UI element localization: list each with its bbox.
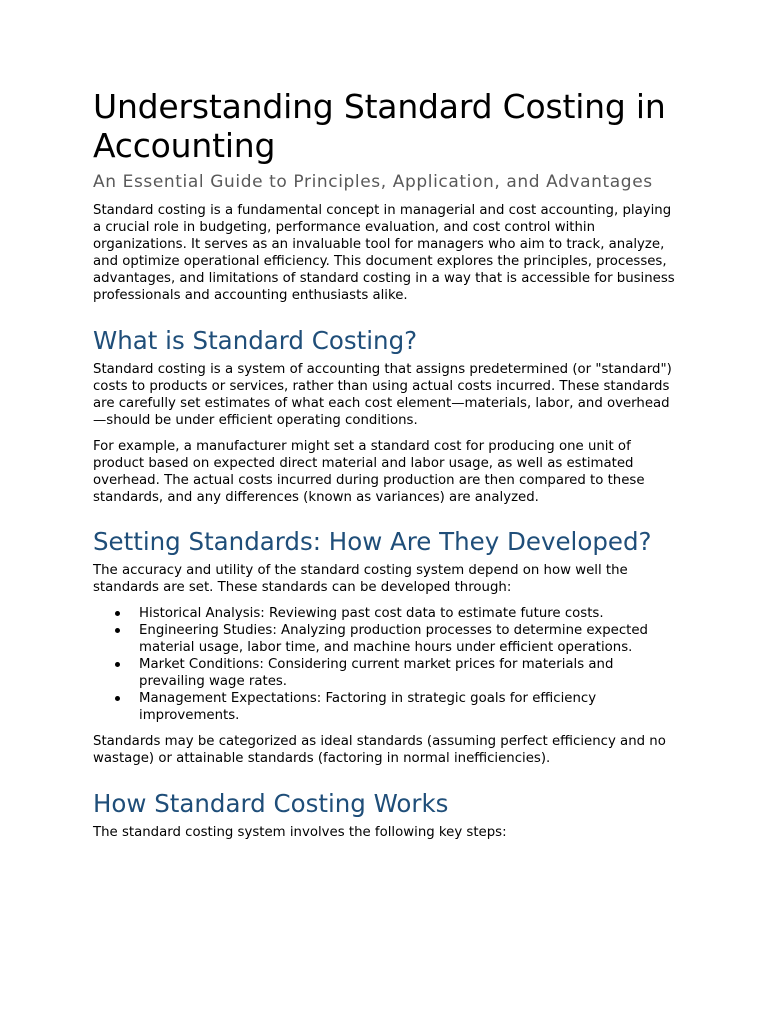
list-item-text: Historical Analysis: Reviewing past cost data to estimate future costs.: [139, 606, 604, 621]
document-title: Understanding Standard Costing in Accounting: [93, 87, 666, 165]
list-item: [139, 690, 675, 724]
bullet-icon: [115, 662, 120, 667]
section-heading-how-standard-costing-works: How Standard Costing Works: [93, 789, 449, 818]
list-item: [139, 605, 675, 622]
setting-paragraph-1: The accuracy and utility of the standard costing system depend on how well the standards are set. These standards can be developed through:: [93, 563, 628, 595]
section-heading-what-is-standard-costing: What is Standard Costing?: [93, 326, 418, 355]
bullet-icon: [115, 696, 120, 701]
list-item: [139, 656, 675, 690]
intro-paragraph: Standard costing is a fundamental concept in managerial and cost accounting, playing a crucial role in budgeting, performance evaluation, and cost control within organizations. It serves as an invaluable tool for managers who aim to track, analyze, and optimize operational efficiency. This document explores the principles, processes, advantages, and limitations of standard costing in a way that is accessible for business professionals and accounting enthusiasts alike.: [93, 203, 675, 303]
standards-methods-list: [93, 605, 675, 724]
what-paragraph-1: Standard costing is a system of accounting that assigns predetermined (or "standard") costs to products or services, rather than using actual costs incurred. These standards are carefully set estimates of what each cost element—materials, labor, and overhead—should be under efficient operating conditions.: [93, 362, 672, 428]
document-subtitle: An Essential Guide to Principles, Application, and Advantages: [93, 172, 653, 192]
bullet-icon: [115, 611, 120, 616]
list-item-text: Market Conditions: Considering current market prices for materials and prevailing wage rates.: [139, 657, 614, 689]
list-item-text: Management Expectations: Factoring in strategic goals for efficiency improvements.: [139, 691, 597, 723]
what-paragraph-2: For example, a manufacturer might set a standard cost for producing one unit of product based on expected direct material and labor usage, as well as estimated overhead. The actual costs incurred during production are then compared to these standards, and any differences (known as variances) are analyzed.: [93, 439, 645, 505]
list-item: [139, 622, 675, 656]
list-item-text: Engineering Studies: Analyzing production processes to determine expected material usage, labor time, and machine hours under efficient operations.: [139, 623, 648, 655]
bullet-icon: [115, 628, 120, 633]
how-paragraph-1: The standard costing system involves the following key steps:: [93, 825, 507, 840]
setting-paragraph-2: Standards may be categorized as ideal standards (assuming perfect efficiency and no wastage) or attainable standards (factoring in normal inefficiencies).: [93, 734, 666, 766]
section-heading-setting-standards: Setting Standards: How Are They Developed?: [93, 527, 652, 556]
